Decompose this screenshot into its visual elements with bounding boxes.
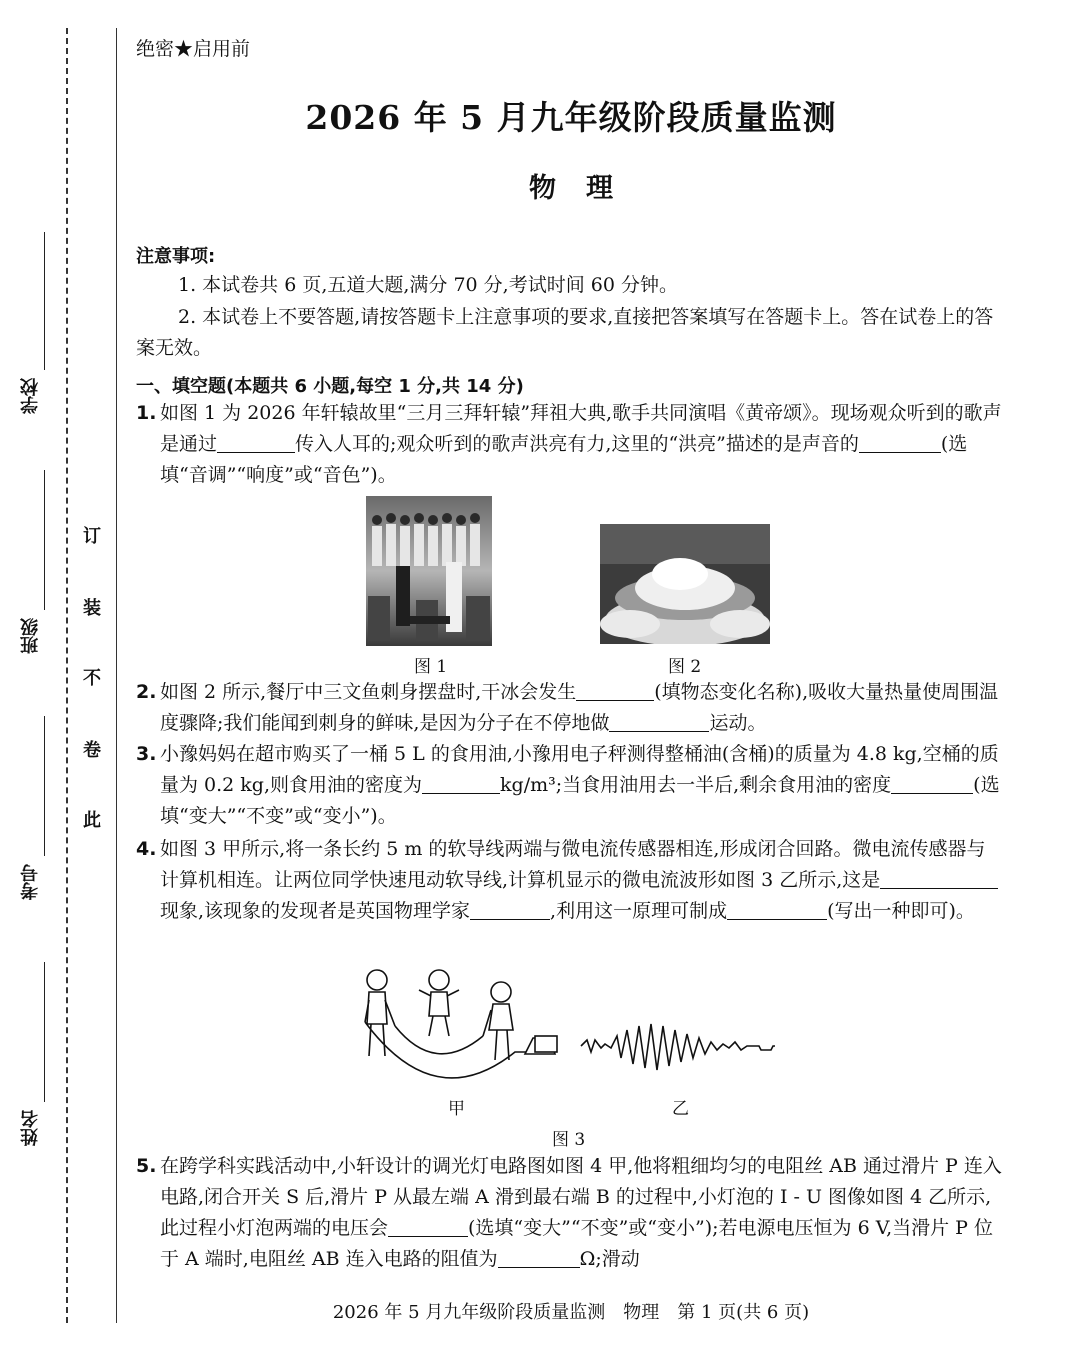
question-text: 如图 3 甲所示,将一条长约 5 m 的软导线两端与微电流传感器相连,形成闭合回路。微电流传感器与计算机相连。让两位同学快速甩动软导线,计算机显示的微电流波形如图 3 乙所示,这是: [160, 838, 986, 891]
question-text: Ω;滑动: [579, 1248, 640, 1270]
binding-warning-char: 不: [83, 668, 101, 689]
question-2: [136, 677, 1002, 739]
school-fill-line: [44, 232, 45, 370]
answer-blank: [576, 680, 654, 701]
question-text: 如图 1 为 2026 年轩辕故里“三月三拜轩辕”拜祖大典,歌手共同演唱《黄帝颂》。现场观众听到的歌声是通过: [160, 402, 1002, 455]
question-number: 4.: [136, 838, 157, 860]
question-5: [136, 1151, 1002, 1275]
figure-3b-label: 乙: [672, 1099, 689, 1119]
question-number: 2.: [136, 681, 157, 703]
binding-warning-char: 装: [83, 598, 101, 619]
question-text: 在跨学科实践活动中,小轩设计的调光灯电路图如图 4 甲,他将粗细均匀的电阻丝 AB 通过滑片 P 连入电路,闭合开关 S 后,滑片 P 从最左端 A 滑到最右端 B 的过程中,小灯泡的 I - U 图像如图 4 乙所示,此过程小灯泡两端的电压会: [160, 1155, 1002, 1239]
question-text: 运动。: [709, 712, 767, 734]
binding-margin: [0, 0, 118, 1345]
figure-1-caption: 图 1: [414, 657, 448, 677]
answer-blank: [470, 899, 550, 920]
exam-number-label: 考号: [20, 864, 41, 900]
class-fill-line: [44, 470, 45, 610]
answer-blank: [891, 773, 973, 794]
question-text: ,利用这一原理可制成: [550, 900, 728, 922]
question-text: (写出一种即可)。: [827, 900, 975, 922]
secret-mark: 绝密★启用前: [136, 38, 251, 60]
exam-title: 2026 年 5 月九年级阶段质量监测: [305, 98, 837, 137]
binding-warning-char: 订: [83, 526, 101, 547]
answer-blank: [422, 773, 500, 794]
name-fill-line: [44, 962, 45, 1102]
answer-blank: [609, 711, 709, 732]
binding-warning-char: 卷: [83, 740, 101, 761]
exam-number-fill-line: [44, 716, 45, 856]
answer-blank: [727, 899, 827, 920]
figure-2-caption: 图 2: [668, 657, 702, 677]
figure-3a-label: 甲: [448, 1099, 465, 1119]
answer-blank: [388, 1216, 468, 1237]
question-text: 现象,该现象的发现者是英国物理学家: [160, 900, 471, 922]
binding-warning-char: 此: [83, 810, 101, 831]
question-4: [136, 834, 1002, 927]
binding-dashed-line: [66, 28, 68, 1323]
question-3: [136, 739, 1002, 832]
answer-blank: [217, 432, 295, 453]
figure-2-dry-ice-photo: [600, 524, 770, 644]
question-text: (填物态变化名称),吸收大量热量使周围温度骤降;我们能闻到刺身的鲜味,是因为分子在不停地做: [160, 681, 999, 734]
figure-1-ceremony-photo: [366, 496, 492, 646]
question-1: [136, 398, 1002, 491]
name-label: 姓名: [20, 1110, 41, 1146]
question-text: (选填“变大”“不变”或“变小”)。: [160, 774, 1000, 827]
answer-blank: [859, 432, 941, 453]
figure-3-caption: 图 3: [552, 1130, 586, 1150]
notes-item: 2. 本试卷上不要答题,请按答题卡上注意事项的要求,直接把答案填写在答题卡上。答在试卷上的答案无效。: [136, 306, 994, 359]
school-label: 学校: [20, 378, 41, 414]
binding-solid-line: [116, 28, 117, 1323]
notes-item: 1. 本试卷共 6 页,五道大题,满分 70 分,考试时间 60 分钟。: [178, 274, 678, 296]
question-text: (选填“音调”“响度”或“音色”)。: [160, 433, 968, 486]
question-number: 5.: [136, 1155, 157, 1177]
figure-3-illustration: [355, 966, 785, 1090]
class-label: 班级: [20, 618, 41, 654]
question-text: 如图 2 所示,餐厅中三文鱼刺身摆盘时,干冰会发生: [160, 681, 577, 703]
question-number: 3.: [136, 743, 157, 765]
question-number: 1.: [136, 402, 157, 424]
question-text: 小豫妈妈在超市购买了一桶 5 L 的食用油,小豫用电子秤测得整桶油(含桶)的质量为 4.8 kg,空桶的质量为 0.2 kg,则食用油的密度为: [160, 743, 999, 796]
answer-blank: [880, 868, 998, 889]
notes-heading: 注意事项:: [136, 246, 216, 267]
question-text: kg/m³;当食用油用去一半后,剩余食用油的密度: [500, 774, 892, 796]
subject-title: 物理: [529, 173, 643, 204]
page-footer: 2026 年 5 月九年级阶段质量监测 物理 第 1 页(共 6 页): [332, 1302, 810, 1323]
section-heading: 一、填空题(本题共 6 小题,每空 1 分,共 14 分): [136, 376, 524, 397]
answer-blank: [498, 1247, 580, 1268]
question-text: (选填“变大”“不变”或“变小”);若电源电压恒为 6 V,当滑片 P 位于 A 端时,电阻丝 AB 连入电路的阻值为: [160, 1217, 993, 1270]
question-text: 传入人耳的;观众听到的歌声洪亮有力,这里的“洪亮”描述的是声音的: [295, 433, 859, 455]
